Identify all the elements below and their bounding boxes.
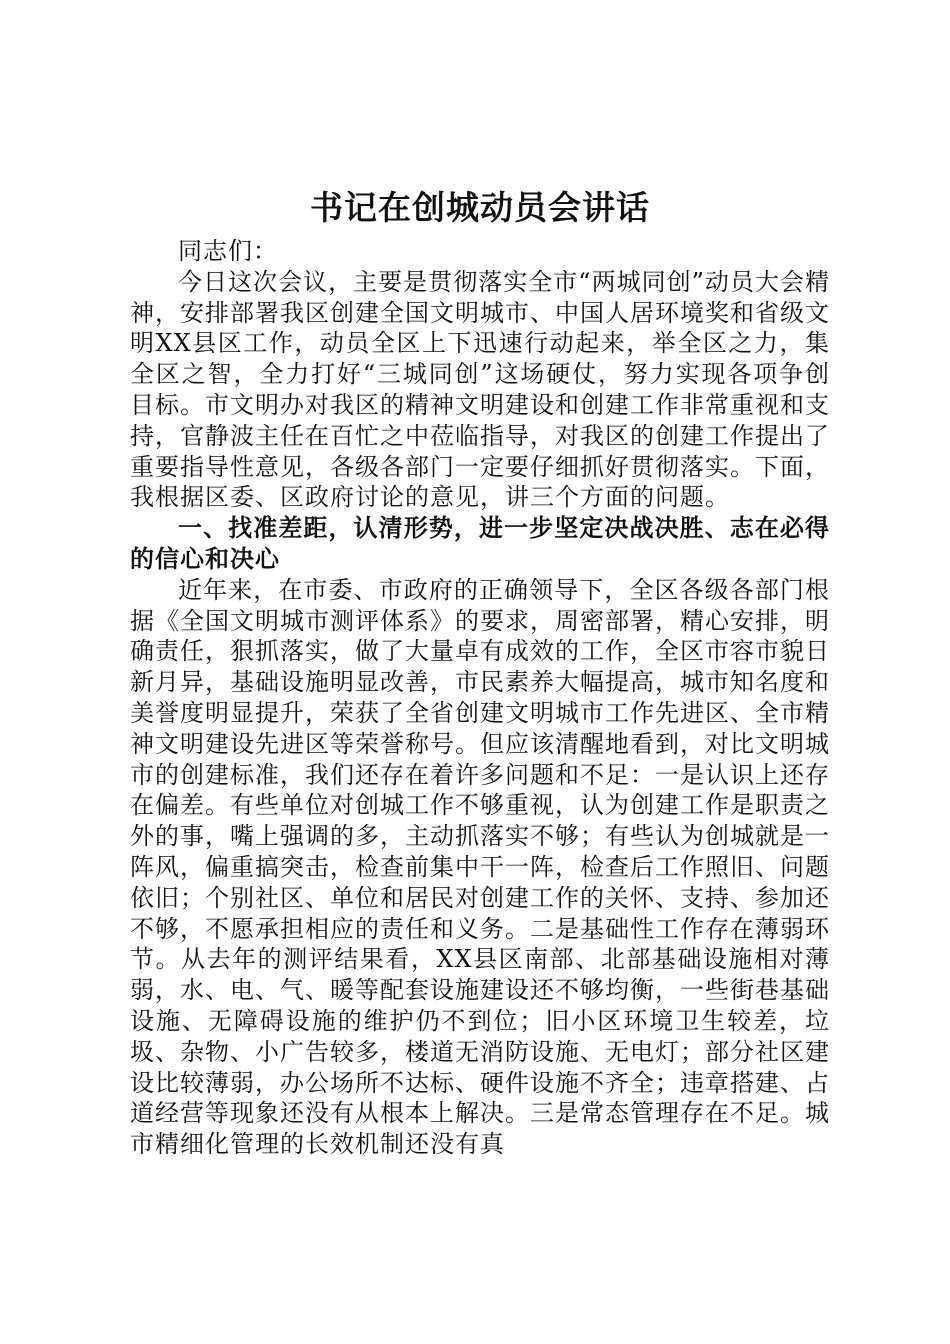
section-1-paragraph: 近年来，在市委、市政府的正确领导下，全区各级各部门根据《全国文明城市测评体系》的要求，周密部署，精心安排，明确责任，狠抓落实，做了大量卓有成效的工作，全区市容市貌日新月异，基础设施明显改善，市民素养大幅提高，城市知名度和美誉度明显提升，荣获了全省创建文明城市工作先进区、全市精神文明建设先进区等荣誉称号。但应该清醒地看到，对比文明城市的创建标准，我们还存在着许多问题和不足：一是认识上还存在偏差。有些单位对创城工作不够重视，认为创建工作是职责之外的事，嘴上强调的多，主动抓落实不够；有些认为创城就是一阵风，偏重搞突击，检查前集中干一阵，检查后工作照旧、问题依旧；个别社区、单位和居民对创建工作的关怀、支持、参加还不够，不愿承担相应的责任和义务。二是基础性工作存在薄弱环节。从去年的测评结果看，XX县区南部、北部基础设施相对薄弱，水、电、气、暖等配套设施建设还不够均衡，一些街巷基础设施、无障碍设施的维护仍不到位；旧小区环境卫生较差，垃圾、杂物、小广告较多，楼道无消防设施、无电灯；部分社区建设比较薄弱，办公场所不达标、硬件设施不齐全；违章搭建、占道经营等现象还没有从根本上解决。三是常态管理存在不足。城市精细化管理的长效机制还没有真	[130, 575, 830, 1159]
salutation: 同志们：	[178, 237, 278, 265]
intro-paragraph: 今日这次会议，主要是贯彻落实全市“两城同创”动员大会精神，安排部署我区创建全国文明城市、中国人居环境奖和省级文明XX县区工作，动员全区上下迅速行动起来，举全区之力，集全区之智，全力打好“三城同创”这场硬仗，努力实现各项争创目标。市文明办对我区的精神文明建设和创建工作非常重视和支持，官静波主任在百忙之中莅临指导，对我区的创建工作提出了重要指导性意见，各级各部门一定要仔细抓好贯彻落实。下面，我根据区委、区政府讨论的意见，讲三个方面的问题。	[130, 267, 830, 512]
document-page	[130, 180, 830, 1160]
section-1-heading: 一、找准差距，认清形势，进一步坚定决战决胜、志在必得的信心和决心	[130, 514, 830, 573]
document-title: 书记在创城动员会讲话	[310, 188, 650, 227]
